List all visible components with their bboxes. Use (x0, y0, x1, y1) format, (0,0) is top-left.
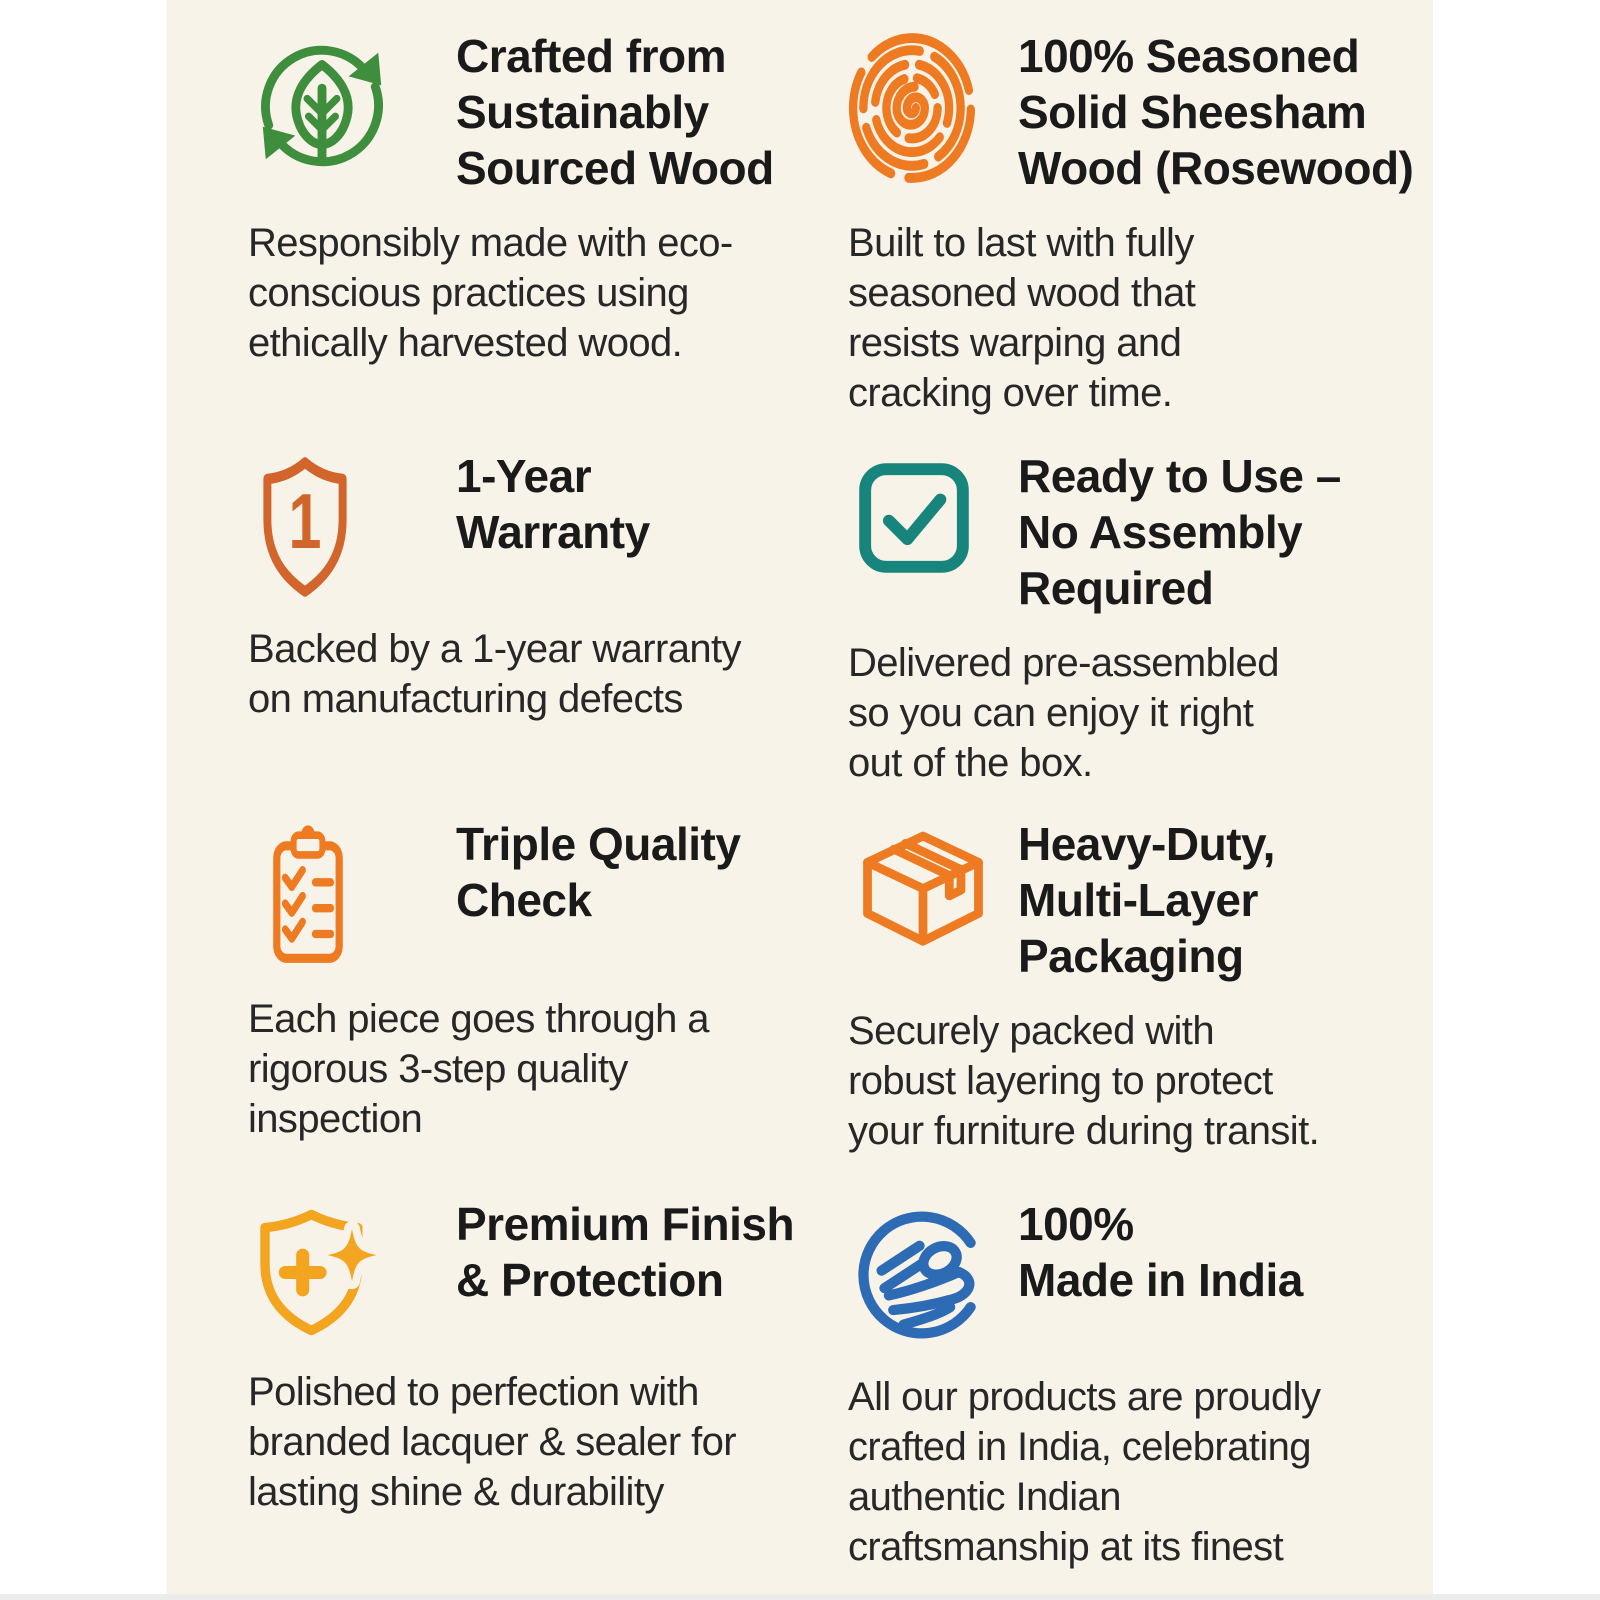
desc-line: Backed by a 1-year warranty (248, 627, 741, 671)
title-line: & Protection (456, 1254, 724, 1306)
desc-line: Built to last with fully (848, 221, 1194, 265)
title-line: Solid Sheesham (1018, 86, 1367, 138)
feature-sustainably-sourced-wood (248, 32, 848, 368)
feature-title (1018, 1196, 1303, 1308)
feature-one-year-warranty (248, 452, 848, 724)
feature-panel (166, 0, 1433, 1600)
feature-title (1018, 816, 1275, 984)
title-line: Multi-Layer (1018, 874, 1258, 926)
title-line: Heavy-Duty, (1018, 818, 1275, 870)
clipboard-check-icon (248, 820, 398, 972)
title-line: Triple Quality (456, 818, 741, 870)
feature-description (848, 218, 1433, 418)
svg-text:1: 1 (288, 477, 322, 565)
desc-line: Delivered pre-assembled (848, 641, 1279, 685)
feature-ready-to-use (848, 452, 1433, 788)
wood-grain-icon (848, 32, 998, 184)
feature-made-in-india (848, 1200, 1433, 1572)
desc-line: lasting shine & durability (248, 1470, 664, 1514)
desc-line: craftsmanship at its finest (848, 1525, 1284, 1569)
desc-line: conscious practices using (248, 271, 689, 315)
desc-line: so you can enjoy it right (848, 691, 1254, 735)
feature-description (248, 624, 848, 724)
desc-line: Securely packed with (848, 1009, 1214, 1053)
feature-title (1018, 28, 1413, 196)
title-line: Made in India (1018, 1254, 1303, 1306)
feature-description (848, 638, 1433, 788)
feature-description (248, 218, 848, 368)
desc-line: Each piece goes through a (248, 997, 709, 1041)
desc-line: inspection (248, 1097, 423, 1141)
made-in-india-icon (848, 1200, 998, 1350)
desc-line: robust layering to protect (848, 1059, 1273, 1103)
feature-description (848, 1006, 1433, 1156)
title-line: Wood (Rosewood) (1018, 142, 1414, 194)
feature-title (1018, 448, 1341, 616)
title-line: 1-Year (456, 450, 592, 502)
title-line: Sourced Wood (456, 142, 774, 194)
feature-seasoned-sheesham-wood (848, 32, 1433, 418)
title-line: 100% (1018, 1198, 1134, 1250)
desc-line: crafted in India, celebrating (848, 1425, 1311, 1469)
feature-title (456, 816, 740, 928)
bottom-edge-strip (0, 1594, 1600, 1600)
title-line: Check (456, 874, 592, 926)
title-line: No Assembly (1018, 506, 1303, 558)
title-line: Ready to Use – (1018, 450, 1341, 502)
desc-line: All our products are proudly (848, 1375, 1321, 1419)
desc-line: Polished to perfection with (248, 1370, 699, 1414)
title-line: Warranty (456, 506, 650, 558)
feature-title (456, 448, 650, 560)
title-line: Premium Finish (456, 1198, 795, 1250)
desc-line: on manufacturing defects (248, 677, 683, 721)
title-line: Packaging (1018, 930, 1244, 982)
title-line: Sustainably (456, 86, 709, 138)
premium-shield-icon (248, 1200, 398, 1345)
desc-line: ethically harvested wood. (248, 321, 683, 365)
feature-title (456, 28, 774, 196)
title-line: Crafted from (456, 30, 727, 82)
feature-heavy-duty-packaging (848, 820, 1433, 1156)
desc-line: Responsibly made with eco- (248, 221, 733, 265)
desc-line: rigorous 3-step quality (248, 1047, 628, 1091)
desc-line: resists warping and (848, 321, 1182, 365)
desc-line: authentic Indian (848, 1475, 1121, 1519)
desc-line: seasoned wood that (848, 271, 1196, 315)
desc-line: cracking over time. (848, 371, 1173, 415)
package-box-icon (848, 820, 998, 966)
feature-premium-finish (248, 1200, 848, 1517)
warranty-shield-icon (248, 452, 398, 602)
leaf-recycle-icon (248, 32, 398, 180)
feature-description (248, 1367, 848, 1517)
desc-line: branded lacquer & sealer for (248, 1420, 736, 1464)
desc-line: your furniture during transit. (848, 1109, 1320, 1153)
title-line: 100% Seasoned (1018, 30, 1360, 82)
feature-description (848, 1372, 1433, 1572)
feature-description (248, 994, 848, 1144)
title-line: Required (1018, 562, 1214, 614)
feature-triple-quality-check (248, 820, 848, 1144)
desc-line: out of the box. (848, 741, 1093, 785)
feature-grid (248, 32, 1433, 1572)
feature-title (456, 1196, 794, 1308)
checkbox-icon (848, 452, 998, 584)
